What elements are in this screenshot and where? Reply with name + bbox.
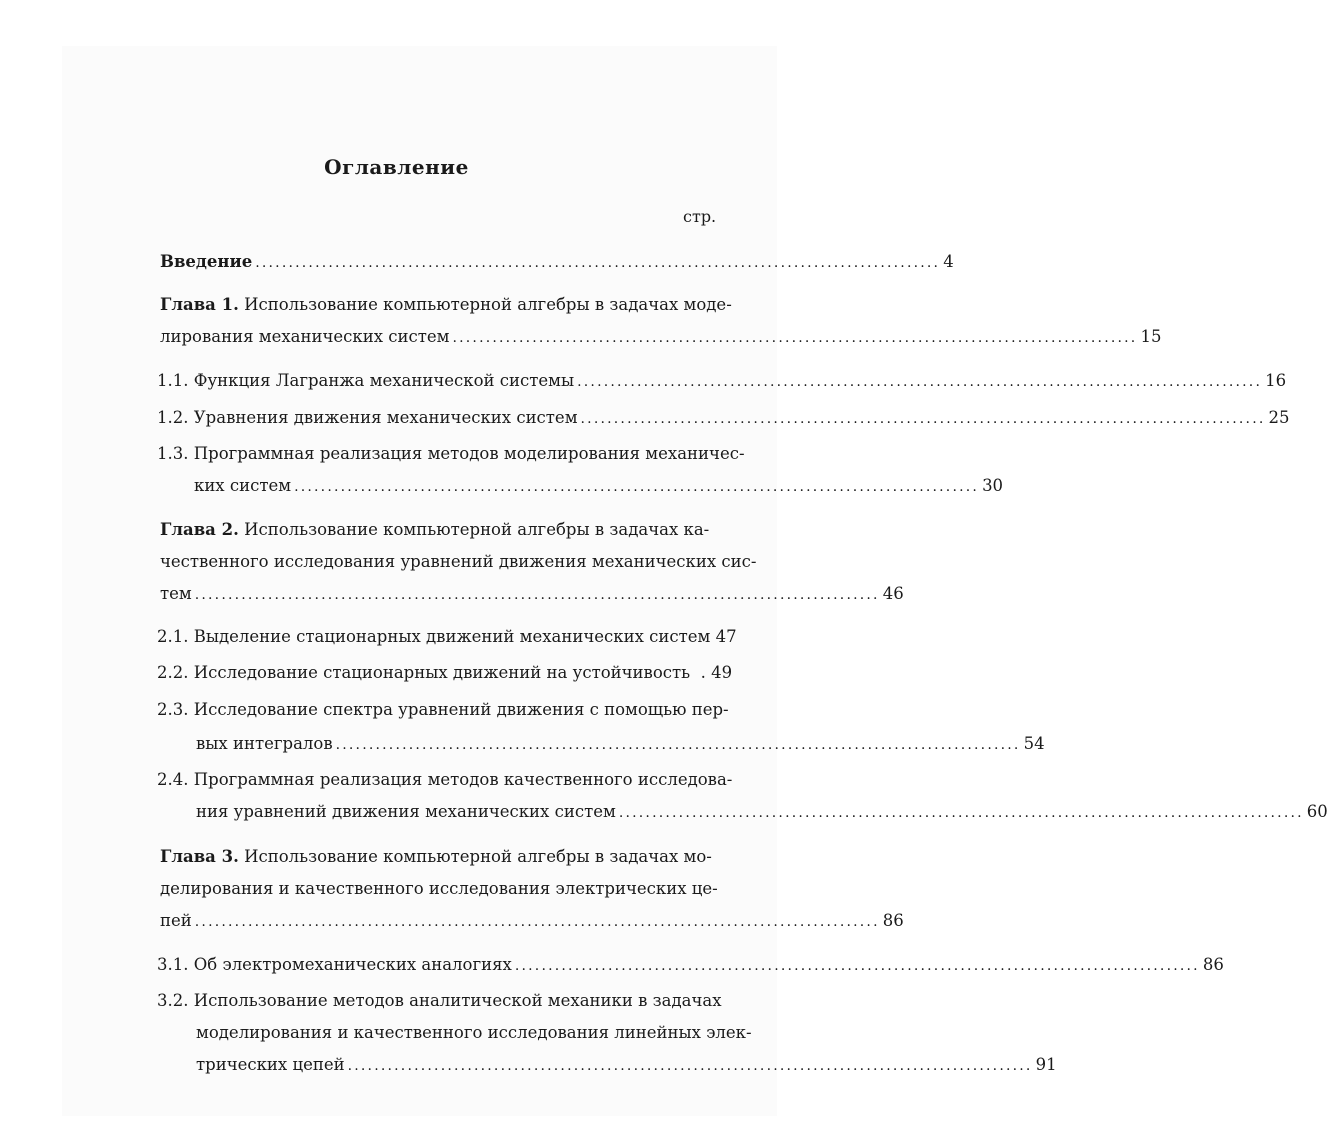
s11-num: 1.1. xyxy=(157,371,189,390)
toc-entry-3-2[interactable] xyxy=(157,990,720,1012)
s12-page: 25 xyxy=(1268,408,1290,427)
s22-page: . 49 xyxy=(700,663,733,682)
page-column-label: стр. xyxy=(683,207,717,226)
leader-dots: ....................................................................................................... xyxy=(335,737,1021,753)
ch3-title-line2: делирования и качественного исследования электрических це- xyxy=(160,879,718,898)
s21-text: Выделение стационарных движений механических систем xyxy=(193,627,711,646)
s22-num: 2.2. xyxy=(157,663,189,682)
leader-dots: ....................................................................................................... xyxy=(255,255,941,271)
ch2-title-line2: чественного исследования уравнений движения механических сис- xyxy=(160,552,757,571)
s13-title-line2: ких систем xyxy=(194,476,292,495)
s31-page: 86 xyxy=(1202,955,1224,974)
s32-num: 3.2. xyxy=(157,991,189,1010)
toc-entry-2-2[interactable] xyxy=(157,662,733,684)
ch3-title-line3: пей xyxy=(160,911,192,930)
s13-title-line1: Программная реализация методов моделирования механичес- xyxy=(193,444,745,463)
toc-entry-3-2-line2 xyxy=(196,1022,752,1044)
toc-entry-1-3[interactable] xyxy=(157,443,745,465)
leader-dots: ....................................................................................................... xyxy=(194,587,880,603)
s23-title-line1: Исследование спектра уравнений движения с помощью пер- xyxy=(193,700,729,719)
leader-dots: ....................................................................................................... xyxy=(452,330,1138,346)
s21-num: 2.1. xyxy=(157,627,189,646)
s23-page: 54 xyxy=(1023,734,1045,753)
leader-dots: ....................................................................................................... xyxy=(514,958,1200,974)
leader-dots: ....................................................................................................... xyxy=(618,805,1304,821)
intro-label: Введение xyxy=(160,252,253,271)
toc-entry-1-2[interactable] xyxy=(157,407,1290,430)
s12-text: Уравнения движения механических систем xyxy=(193,408,578,427)
s11-page: 16 xyxy=(1265,371,1287,390)
toc-entry-2-4-cont xyxy=(196,801,1328,824)
toc-entry-chapter-3-line2 xyxy=(160,878,720,900)
page-title: Оглавление xyxy=(324,155,469,179)
toc-entry-chapter-1-cont xyxy=(160,326,1162,349)
s24-title-line2: ния уравнений движения механических систем xyxy=(196,802,616,821)
s32-title-line3: трических цепей xyxy=(196,1055,345,1074)
s22-text: Исследование стационарных движений на устойчивость xyxy=(193,663,691,682)
toc-entry-3-1[interactable] xyxy=(157,954,1224,977)
leader-dots: ....................................................................................................... xyxy=(577,374,1263,390)
toc-entry-chapter-3-line3 xyxy=(160,910,904,933)
s11-text: Функция Лагранжа механической системы xyxy=(193,371,575,390)
leader-dots: ....................................................................................................... xyxy=(580,411,1266,427)
ch1-page: 15 xyxy=(1140,327,1162,346)
ch3-title-line1: Использование компьютерной алгебры в задачах мо- xyxy=(244,847,712,866)
toc-entry-1-3-cont xyxy=(194,475,1004,498)
s24-page: 60 xyxy=(1306,802,1328,821)
s12-num: 1.2. xyxy=(157,408,189,427)
s24-num: 2.4. xyxy=(157,770,189,789)
s13-page: 30 xyxy=(982,476,1004,495)
ch2-title-line3: тем xyxy=(160,584,192,603)
ch1-title-line1: Использование компьютерной алгебры в задачах моде- xyxy=(244,295,732,314)
s32-title-line1: Использование методов аналитической механики в задачах xyxy=(193,991,722,1010)
ch2-title-line1: Использование компьютерной алгебры в задачах ка- xyxy=(244,520,710,539)
intro-page: 4 xyxy=(943,252,954,271)
s13-num: 1.3. xyxy=(157,444,189,463)
toc-entry-1-1[interactable] xyxy=(157,370,1287,393)
s23-num: 2.3. xyxy=(157,700,189,719)
ch3-page: 86 xyxy=(882,911,904,930)
toc-entry-2-1[interactable] xyxy=(157,626,737,648)
s32-title-line2: моделирования и качественного исследования линейных элек- xyxy=(196,1023,752,1042)
toc-entry-3-2-line3 xyxy=(196,1054,1057,1077)
s23-title-line2: вых интегралов xyxy=(196,734,333,753)
ch3-label: Глава 3. xyxy=(160,847,239,866)
ch2-page: 46 xyxy=(882,584,904,603)
toc-entry-intro[interactable] xyxy=(160,251,954,274)
ch1-title-line2: лирования механических систем xyxy=(160,327,450,346)
toc-entry-chapter-2-line2 xyxy=(160,551,757,573)
s24-title-line1: Программная реализация методов качественного исследова- xyxy=(193,770,733,789)
leader-dots: ....................................................................................................... xyxy=(347,1058,1033,1074)
toc-entry-2-3[interactable] xyxy=(157,699,729,721)
toc-entry-chapter-2[interactable] xyxy=(160,519,720,541)
s31-text: Об электромеханических аналогиях xyxy=(193,955,512,974)
leader-dots: ....................................................................................................... xyxy=(194,914,880,930)
toc-entry-chapter-2-line3 xyxy=(160,583,904,606)
toc-entry-chapter-1[interactable] xyxy=(160,294,732,316)
toc-entry-2-4[interactable] xyxy=(157,769,733,791)
toc-entry-chapter-3[interactable] xyxy=(160,846,720,868)
ch1-label: Глава 1. xyxy=(160,295,239,314)
s31-num: 3.1. xyxy=(157,955,189,974)
s32-page: 91 xyxy=(1035,1055,1057,1074)
s21-page: 47 xyxy=(715,627,737,646)
ch2-label: Глава 2. xyxy=(160,520,239,539)
toc-entry-2-3-cont xyxy=(196,733,1045,756)
leader-dots: ....................................................................................................... xyxy=(294,479,980,495)
